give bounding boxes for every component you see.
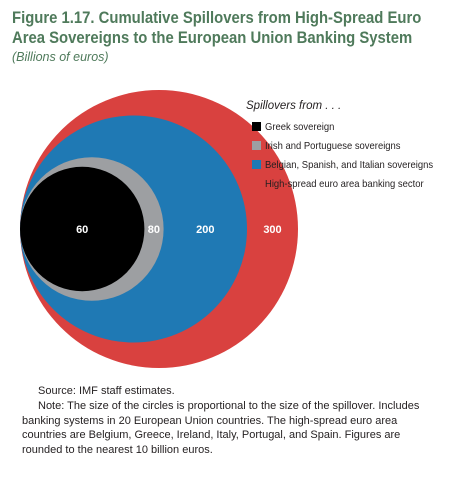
legend-item — [252, 174, 452, 193]
source-note: Source: IMF staff estimates. — [38, 385, 175, 397]
legend-swatch — [252, 141, 261, 150]
figure-title-line-1: Figure 1.17. Cumulative Spillovers from High-Spread Euro — [12, 9, 422, 27]
explanatory-note: Note: The size of the circles is proportional to the size of the spillover. Includes banking systems in 20 European Union countries. The high-spread euro area countries are Belgium, Greece, Ireland, Italy, Portugal, and Spain. Figures are rounded to the nearest 10 billion euros. — [22, 399, 420, 457]
figure-title-line-2: Area Sovereigns to the European Union Banking System — [12, 29, 413, 47]
value-label-60: 60 — [76, 224, 89, 236]
legend-swatch — [252, 160, 261, 169]
legend — [252, 117, 452, 193]
legend-swatch — [252, 179, 261, 188]
figure-notes — [22, 384, 442, 458]
legend-label: High-spread euro area banking sector — [265, 177, 424, 190]
legend-swatch — [252, 122, 261, 131]
value-label-200: 200 — [196, 224, 215, 236]
legend-label: Belgian, Spanish, and Italian sovereigns — [265, 158, 434, 171]
value-label-300: 300 — [263, 224, 282, 236]
legend-heading: Spillovers from . . . — [246, 100, 342, 112]
legend-item — [252, 136, 452, 155]
legend-label: Irish and Portuguese sovereigns — [265, 139, 401, 152]
figure-subtitle: (Billions of euros) — [12, 50, 109, 64]
legend-label: Greek sovereign — [265, 120, 335, 133]
value-label-80: 80 — [147, 224, 161, 236]
legend-item — [252, 117, 452, 136]
legend-item — [252, 155, 452, 174]
